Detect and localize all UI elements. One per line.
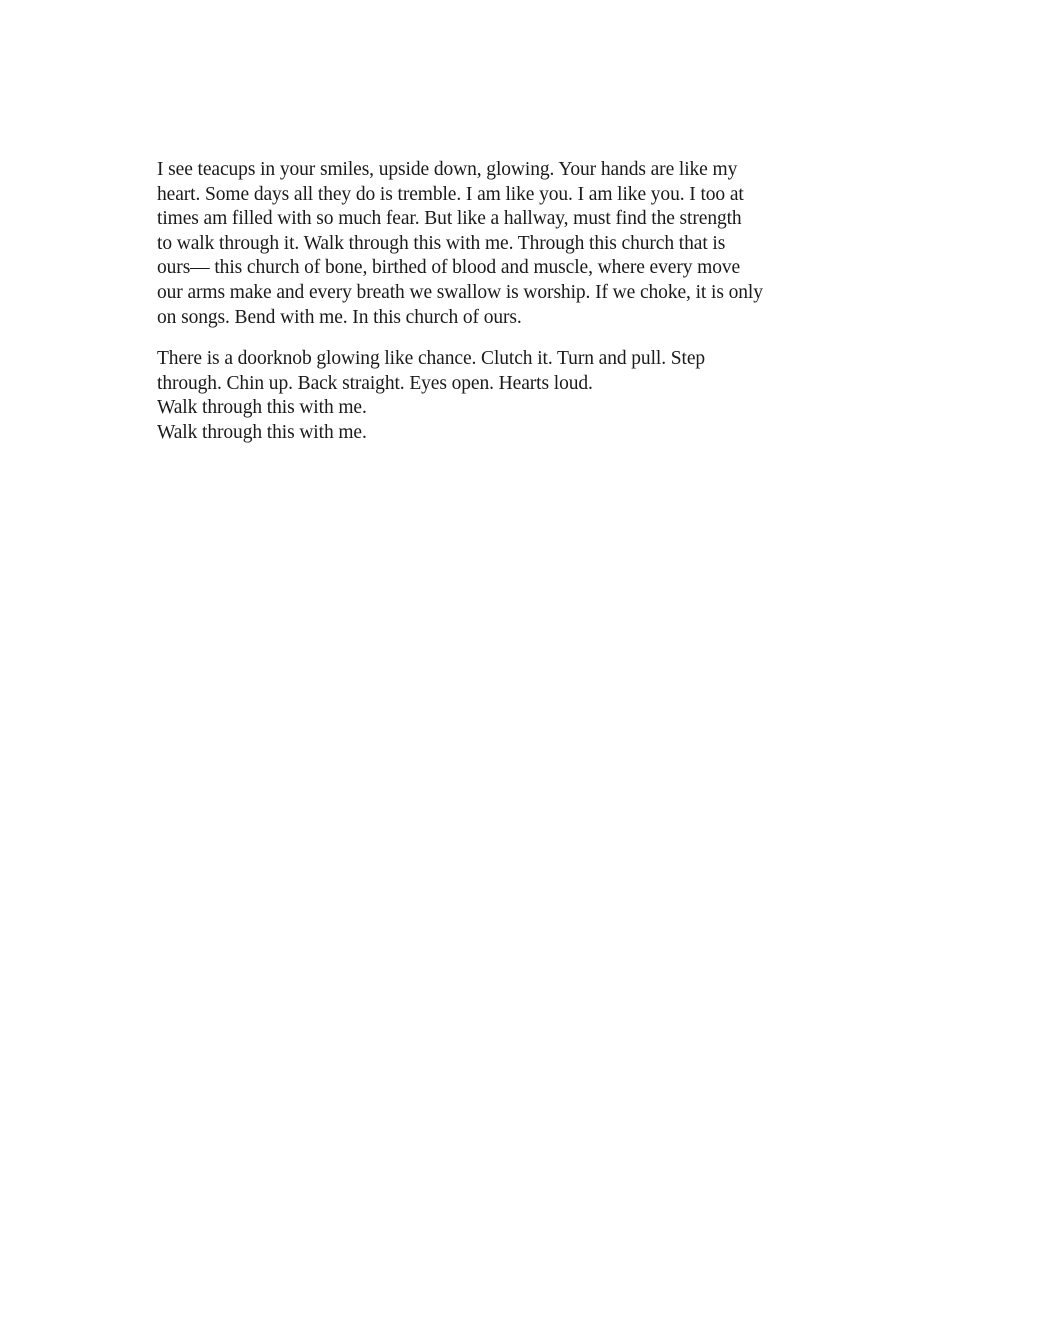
poem-text [157,158,827,446]
text-line: on songs. Bend with me. In this church of ours. [157,306,522,328]
text-line: ours— this church of bone, birthed of blood and muscle, where every move [157,257,741,279]
paragraph-2 [157,347,827,445]
text-line: Walk through this with me. [157,397,367,419]
text-line: There is a doorknob glowing like chance. Clutch it. Turn and pull. Step [157,348,706,370]
text-line: I see teacups in your smiles, upside down, glowing. Your hands are like my [157,159,738,180]
text-line: to walk through it. Walk through this with me. Through this church that is [157,232,726,254]
text-line: heart. Some days all they do is tremble. I am like you. I am like you. I too at [157,183,744,205]
text-line: our arms make and every breath we swallow is worship. If we choke, it is only [157,281,763,303]
text-line: through. Chin up. Back straight. Eyes open. Hearts loud. [157,372,593,394]
text-line: times am filled with so much fear. But like a hallway, must find the strength [157,208,742,230]
paragraph-1 [157,158,827,330]
text-line: Walk through this with me. [157,421,367,443]
